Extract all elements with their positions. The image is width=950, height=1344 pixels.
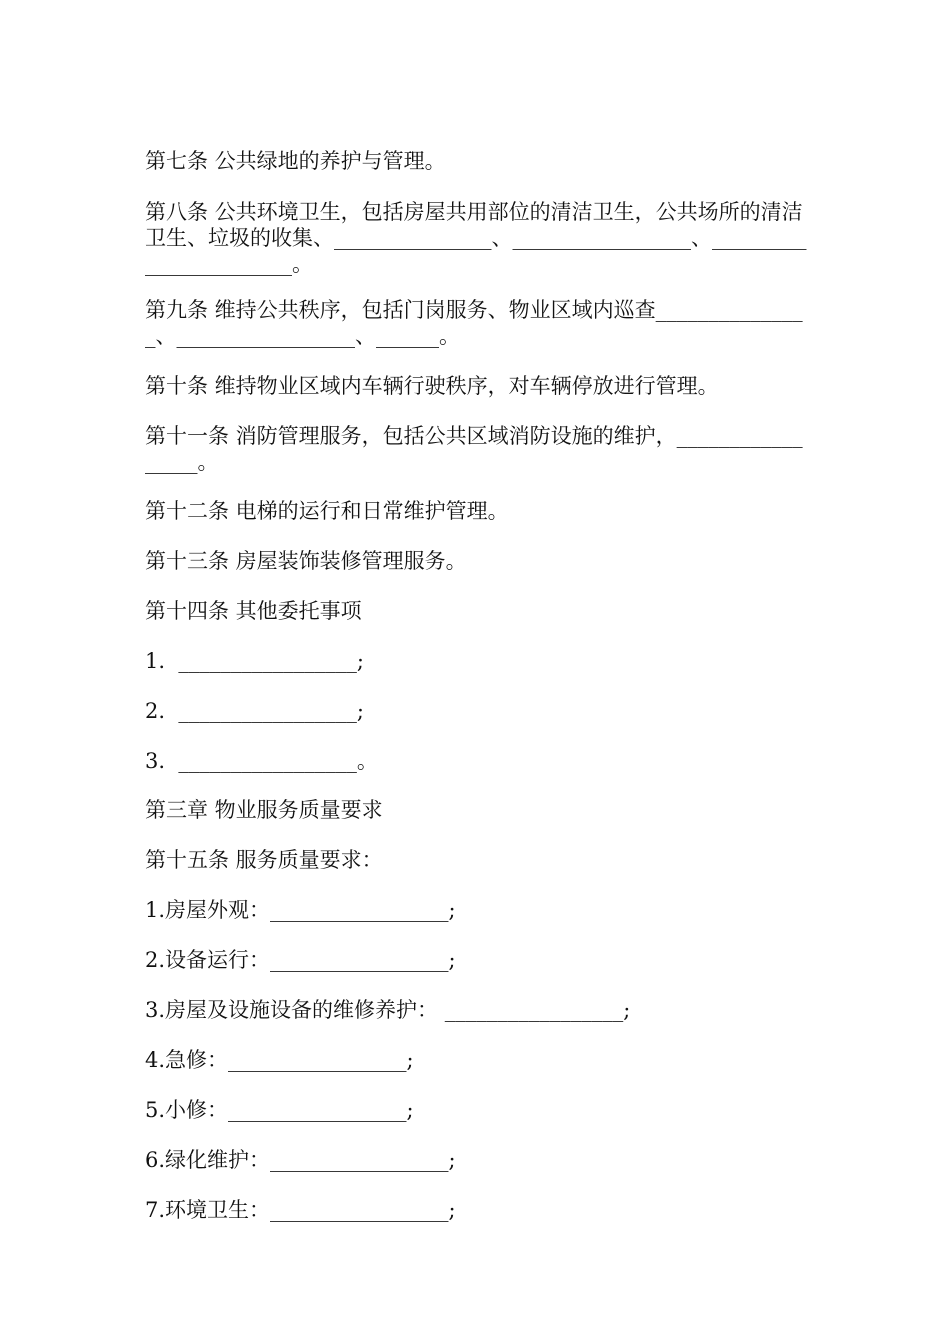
article-14: 第十四条 其他委托事项: [145, 599, 362, 623]
article-11: 第十一条 消防管理服务，包括公共区域消防设施的维护，_________________。: [145, 424, 803, 474]
list-item: 2. _________________;: [145, 699, 364, 723]
article-12: 第十二条 电梯的运行和日常维护管理。: [145, 499, 509, 523]
list-item: 3.房屋及设施设备的维修养护： _________________;: [145, 998, 631, 1022]
list-item: 6.绿化维护：_________________;: [145, 1148, 456, 1172]
list-item: 2.设备运行：_________________;: [145, 948, 456, 972]
list-item: 4.急修：_________________;: [145, 1048, 414, 1072]
article-9: 第九条 维持公共秩序，包括门岗服务、物业区域内巡查_______________、_________________、______。: [145, 298, 803, 348]
article-13: 第十三条 房屋装饰装修管理服务。: [145, 549, 467, 573]
list-item: 3. _________________。: [145, 749, 378, 773]
chapter-3-heading: 第三章 物业服务质量要求: [145, 798, 383, 822]
article-8: 第八条 公共环境卫生，包括房屋共用部位的清洁卫生，公共场所的清洁卫生、垃圾的收集、_______________、_________________、_______________________。: [145, 200, 807, 276]
list-item: 1.房屋外观：_________________;: [145, 898, 456, 922]
article-7: 第七条 公共绿地的养护与管理。: [145, 149, 446, 173]
article-10: 第十条 维持物业区域内车辆行驶秩序，对车辆停放进行管理。: [145, 374, 719, 398]
list-item: 1. _________________;: [145, 649, 364, 673]
list-item: 7.环境卫生：_________________;: [145, 1198, 456, 1222]
article-15: 第十五条 服务质量要求：: [145, 848, 383, 872]
list-item: 5.小修：_________________;: [145, 1098, 414, 1122]
